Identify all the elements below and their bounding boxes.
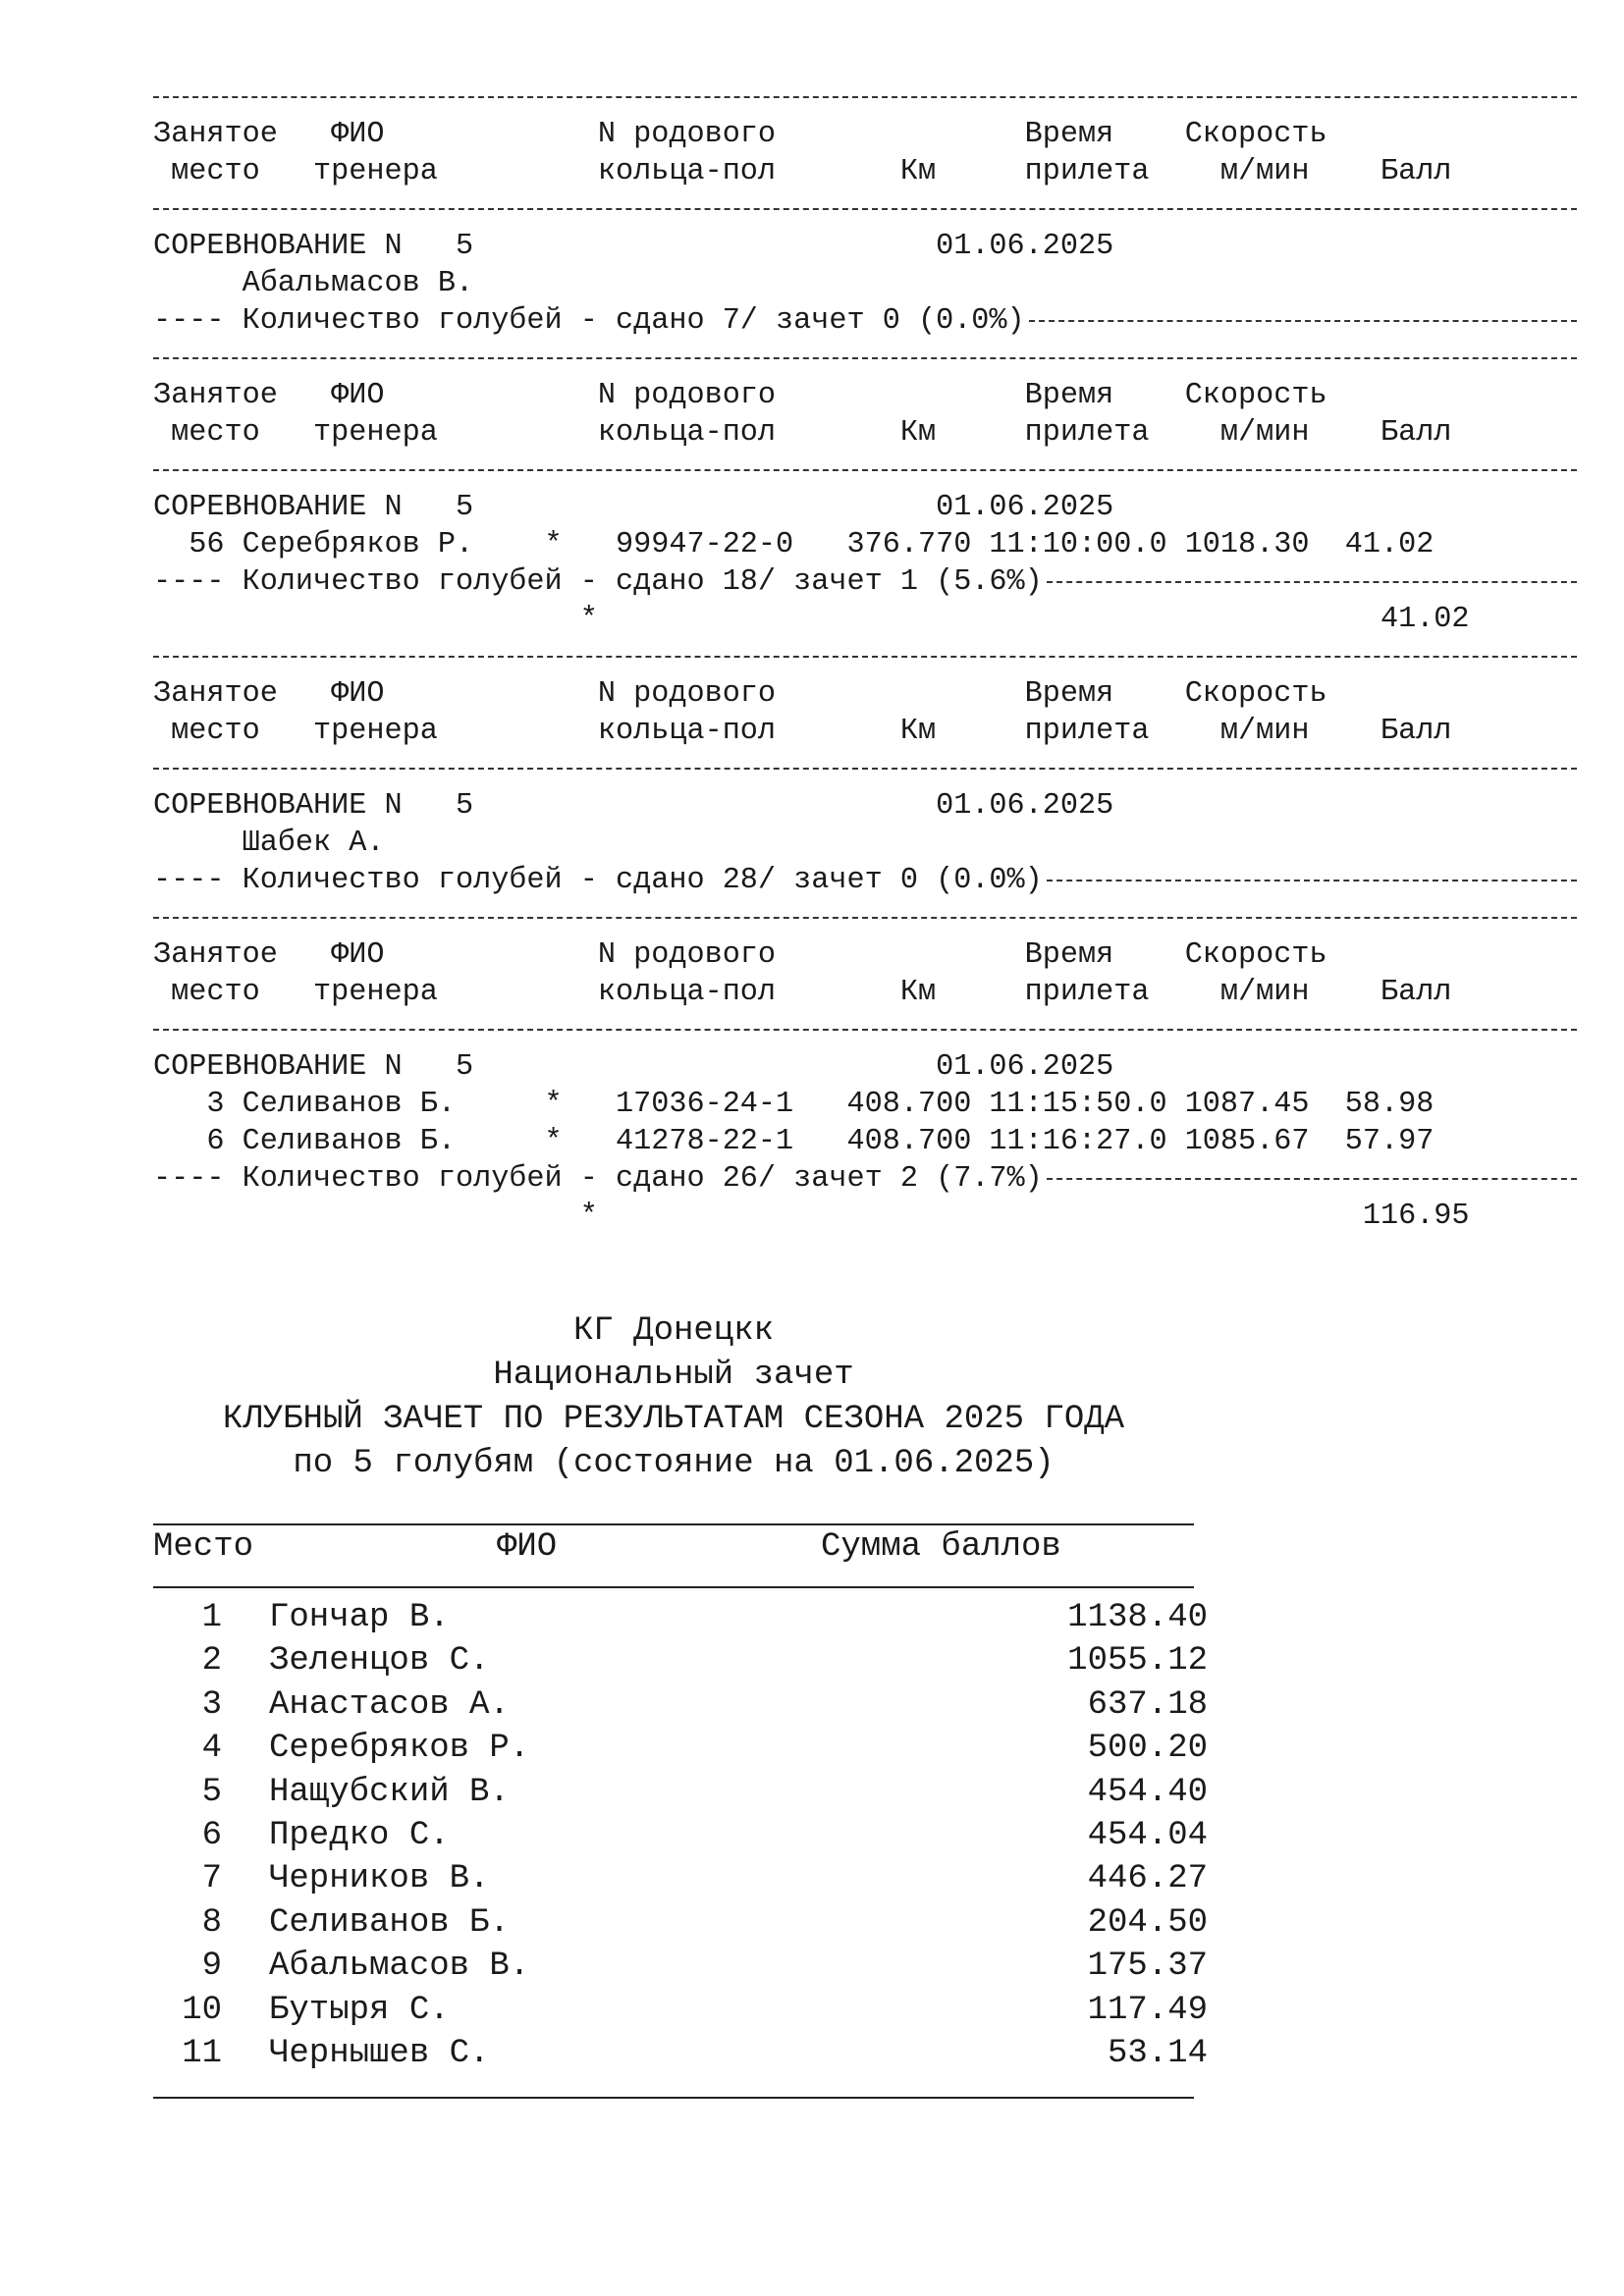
standings-row	[153, 1683, 1208, 1727]
pigeon-count-text: ---- Количество голубей - сдано 18/ зачет 1 (5.6%)	[153, 565, 1043, 599]
standings-row	[153, 1727, 1208, 1770]
standings-row	[153, 1945, 1208, 1988]
standings-row	[153, 2032, 1208, 2075]
column-header-line-1: Занятое ФИО N родового Время Скорость	[153, 118, 1327, 151]
row-score: 204.50	[1087, 1903, 1208, 1942]
row-name: Предко С.	[269, 1816, 450, 1854]
column-header-line-2: место тренера кольца-пол Км прилета м/мин Балл	[153, 155, 1452, 188]
row-place: 5	[201, 1773, 222, 1811]
row-score: 1138.40	[1067, 1599, 1208, 1636]
separator	[153, 340, 1470, 377]
pigeon-count-line	[153, 862, 1470, 899]
standings-rows	[153, 1596, 1208, 2075]
block-total-line: * 41.02	[153, 603, 1470, 636]
row-place: 9	[201, 1948, 222, 1986]
row-score: 454.40	[1087, 1773, 1208, 1811]
row-place: 2	[201, 1642, 222, 1681]
pigeon-count-line	[153, 563, 1470, 601]
separator	[153, 638, 1470, 675]
row-score: 1055.12	[1067, 1642, 1208, 1681]
standings-row	[153, 1639, 1208, 1682]
competition-line: СОРЕВНОВАНИЕ N 5 01.06.2025	[153, 491, 1114, 524]
pigeon-count-text: ---- Количество голубей - сдано 26/ зачет 2 (7.7%)	[153, 1162, 1043, 1196]
row-score: 446.27	[1087, 1860, 1208, 1898]
column-header-line-1: Занятое ФИО N родового Время Скорость	[153, 938, 1327, 972]
club-name: КГ Донецкк	[572, 1312, 775, 1350]
row-name: Нащубский В.	[269, 1773, 510, 1811]
result-row: 6 Селиванов Б. * 41278-22-1 408.700 11:16:27.0 1085.67 57.97	[153, 1125, 1435, 1158]
result-row: Шабек А.	[153, 827, 385, 860]
row-name: Черников В.	[269, 1860, 490, 1898]
standings-row	[153, 1989, 1208, 2032]
standings-title: КЛУБНЫЙ ЗАЧЕТ ПО РЕЗУЛЬТАТАМ СЕЗОНА 2025 ГОДА	[222, 1401, 1125, 1438]
result-row: 56 Серебряков Р. * 99947-22-0 376.770 11:10:00.0 1018.30 41.02	[153, 528, 1435, 561]
separator	[153, 452, 1470, 489]
row-name: Серебряков Р.	[269, 1730, 530, 1768]
row-place: 11	[182, 2034, 222, 2072]
column-header-line-1: Занятое ФИО N родового Время Скорость	[153, 677, 1327, 711]
row-name: Зеленцов С.	[269, 1642, 490, 1681]
row-name: Бутыря С.	[269, 1991, 450, 2029]
standings-row	[153, 1814, 1208, 1857]
row-place: 1	[201, 1599, 222, 1636]
column-score: Сумма баллов	[821, 1528, 1061, 1566]
row-name: Абальмасов В.	[269, 1948, 530, 1986]
competition-line: СОРЕВНОВАНИЕ N 5 01.06.2025	[153, 230, 1114, 263]
row-name: Анастасов А.	[269, 1685, 510, 1724]
row-score: 53.14	[1107, 2034, 1208, 2072]
standings-column-headers	[153, 1525, 1194, 1569]
row-name: Чернышев С.	[269, 2034, 490, 2072]
row-score: 500.20	[1087, 1730, 1208, 1768]
row-place: 4	[201, 1730, 222, 1768]
standings-row	[153, 1901, 1208, 1945]
column-name: ФИО	[497, 1528, 558, 1566]
standings-row	[153, 1771, 1208, 1814]
column-header-line-1: Занятое ФИО N родового Время Скорость	[153, 379, 1327, 412]
column-place: Место	[153, 1528, 254, 1566]
block-total-line: * 116.95	[153, 1200, 1470, 1233]
table-rule-header	[153, 1586, 1194, 1588]
result-row: 3 Селиванов Б. * 17036-24-1 408.700 11:15:50.0 1087.45 58.98	[153, 1088, 1435, 1121]
column-header-line-2: место тренера кольца-пол Км прилета м/мин Балл	[153, 715, 1452, 748]
row-score: 454.04	[1087, 1816, 1208, 1854]
row-score: 175.37	[1087, 1948, 1208, 1986]
row-place: 8	[201, 1903, 222, 1942]
competition-line: СОРЕВНОВАНИЕ N 5 01.06.2025	[153, 1050, 1114, 1084]
column-header-line-2: место тренера кольца-пол Км прилета м/мин Балл	[153, 416, 1452, 450]
row-score: 117.49	[1087, 1991, 1208, 2029]
table-rule-bottom	[153, 2097, 1194, 2099]
competition-line: СОРЕВНОВАНИЕ N 5 01.06.2025	[153, 789, 1114, 823]
row-name: Гончар В.	[269, 1599, 450, 1636]
separator	[153, 190, 1470, 228]
competition-results	[153, 79, 1470, 1235]
separator	[153, 899, 1470, 936]
pigeon-count-line	[153, 302, 1470, 340]
standings-row	[153, 1857, 1208, 1900]
column-header-line-2: место тренера кольца-пол Км прилета м/мин Балл	[153, 976, 1452, 1009]
pigeon-count-text: ---- Количество голубей - сдано 7/ зачет 0 (0.0%)	[153, 304, 1025, 338]
separator	[153, 1011, 1470, 1048]
row-place: 10	[182, 1991, 222, 2029]
row-score: 637.18	[1087, 1685, 1208, 1724]
row-name: Селиванов Б.	[269, 1903, 510, 1942]
pigeon-count-text: ---- Количество голубей - сдано 28/ зачет 0 (0.0%)	[153, 864, 1043, 897]
row-place: 6	[201, 1816, 222, 1854]
result-row: Абальмасов В.	[153, 267, 474, 300]
row-place: 3	[201, 1685, 222, 1724]
standings-row	[153, 1596, 1208, 1639]
pigeon-count-line	[153, 1160, 1470, 1198]
separator	[153, 750, 1470, 787]
standings-subtitle: Национальный зачет	[493, 1357, 854, 1394]
standings-condition: по 5 голубям (состояние на 01.06.2025)	[293, 1445, 1055, 1482]
row-place: 7	[201, 1860, 222, 1898]
separator	[153, 79, 1470, 116]
club-standings	[153, 1309, 1208, 2099]
